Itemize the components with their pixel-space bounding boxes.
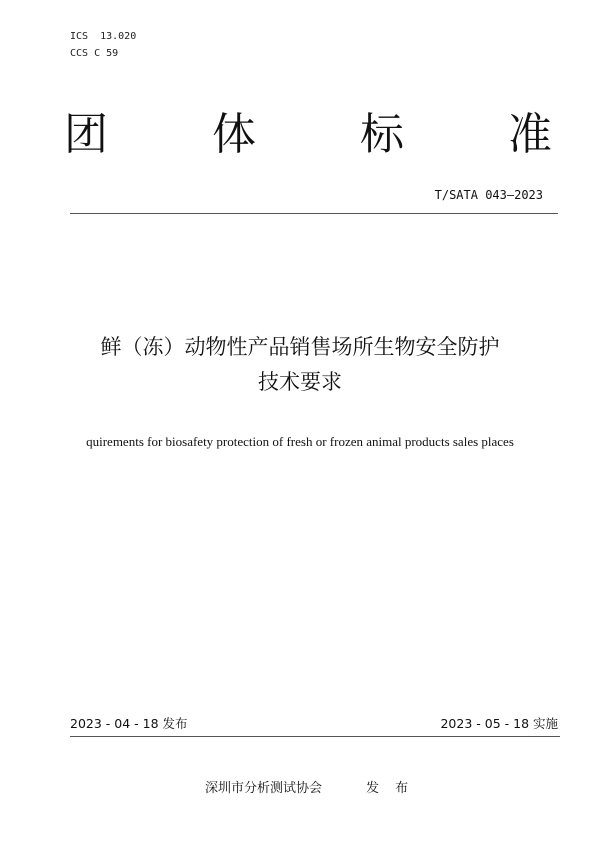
standard-type-char: 准 <box>508 109 552 160</box>
publisher-name: 深圳市分析测试协会 <box>205 781 323 796</box>
implementation-date: 2023 - 05 - 18 实施 <box>440 716 558 731</box>
ccs-code: CCS C 59 <box>70 48 119 59</box>
document-title-line1: 鲜（冻）动物性产品销售场所生物安全防护 <box>100 335 500 359</box>
publish-label: 发 布 <box>366 781 415 796</box>
standard-type-char: 标 <box>360 109 404 160</box>
standard-type-char: 团 <box>64 109 108 160</box>
standard-type-heading <box>58 102 558 158</box>
classification-codes <box>70 28 136 62</box>
bottom-divider <box>70 736 560 737</box>
release-date: 2023 - 04 - 18 发布 <box>70 716 188 731</box>
standard-number: T/SATA 043—2023 <box>434 188 543 202</box>
standard-type-char: 体 <box>212 109 256 160</box>
english-title: quirements for biosafety protection of fresh or frozen animal products sales places <box>86 434 514 449</box>
document-title-line2: 技术要求 <box>258 370 342 394</box>
top-divider <box>70 213 558 214</box>
ics-code: ICS 13.020 <box>70 31 137 42</box>
